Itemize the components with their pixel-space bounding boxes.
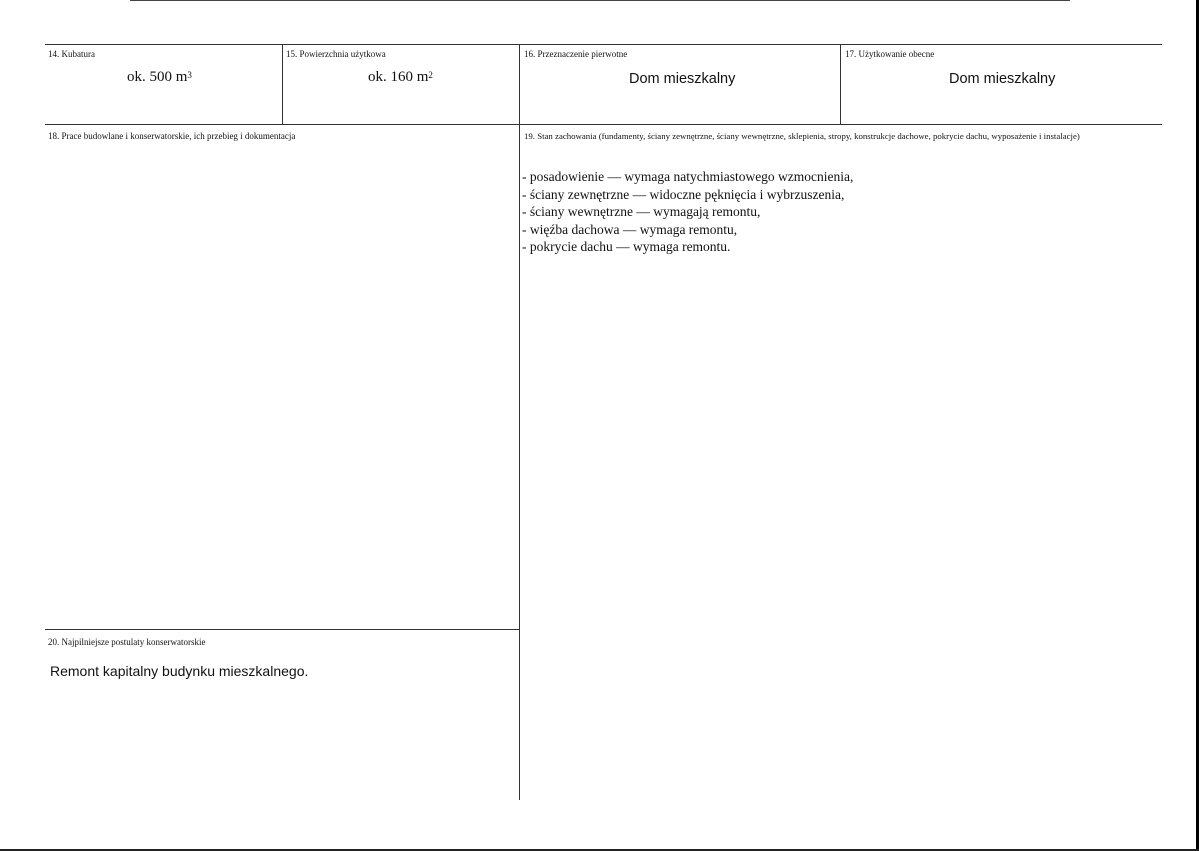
rule-row1-bottom <box>45 124 1162 125</box>
condition-item-roof-covering: - pokrycie dachu — wymaga remontu. <box>522 239 731 254</box>
field-14-value-text: ok. 500 m <box>127 69 188 85</box>
field-15-unit-exponent: 2 <box>428 70 433 80</box>
field-14-label: 14. Kubatura <box>48 49 95 59</box>
condition-item-roof-truss: - więźba dachowa — wymaga remontu, <box>522 221 738 237</box>
field-18-label: 18. Prace budowlane i konserwatorskie, ich przebieg i dokumentacja <box>48 131 296 141</box>
rule-top <box>45 44 1162 45</box>
field-17-value: Dom mieszkalny <box>949 71 1056 87</box>
field-14-value <box>127 68 192 86</box>
field-19-condition-list <box>522 168 853 256</box>
field-15-value-text: ok. 160 m <box>368 69 429 85</box>
field-15-label: 15. Powierzchnia użytkowa <box>286 49 386 59</box>
condition-item-interior-walls: - ściany wewnętrzne — wymagają remontu, <box>522 204 761 219</box>
field-19-label: 19. Stan zachowania (fundamenty, ściany zewnętrzne, ściany wewnętrzne, sklepienia, stropy, konstrukcje dachowe, pokrycie dachu, wyposażenie i instalacje) <box>524 131 1080 141</box>
condition-item-exterior-walls: - ściany zewnętrzne — widoczne pęknięcia i wybrzuszenia, <box>522 186 845 202</box>
field-14-unit-exponent: 3 <box>187 70 192 80</box>
field-16-value: Dom mieszkalny <box>629 71 736 87</box>
field-20-value: Remont kapitalny budynku mieszkalnego. <box>50 663 309 679</box>
rule-col-14-15 <box>282 44 283 125</box>
field-15-value <box>368 68 433 86</box>
field-17-label: 17. Użytkowanie obecne <box>845 49 935 59</box>
field-20-label: 20. Najpilniejsze postulaty konserwatorskie <box>48 637 206 647</box>
field-16-label: 16. Przeznaczenie pierwotne <box>524 49 628 59</box>
rule-col-main <box>519 44 520 800</box>
scan-edge-top <box>130 0 1070 1</box>
rule-section-20 <box>45 629 519 630</box>
condition-item-foundation: - posadowienie — wymaga natychmiastowego wzmocnienia, <box>522 169 854 184</box>
rule-col-16-17 <box>840 44 841 125</box>
